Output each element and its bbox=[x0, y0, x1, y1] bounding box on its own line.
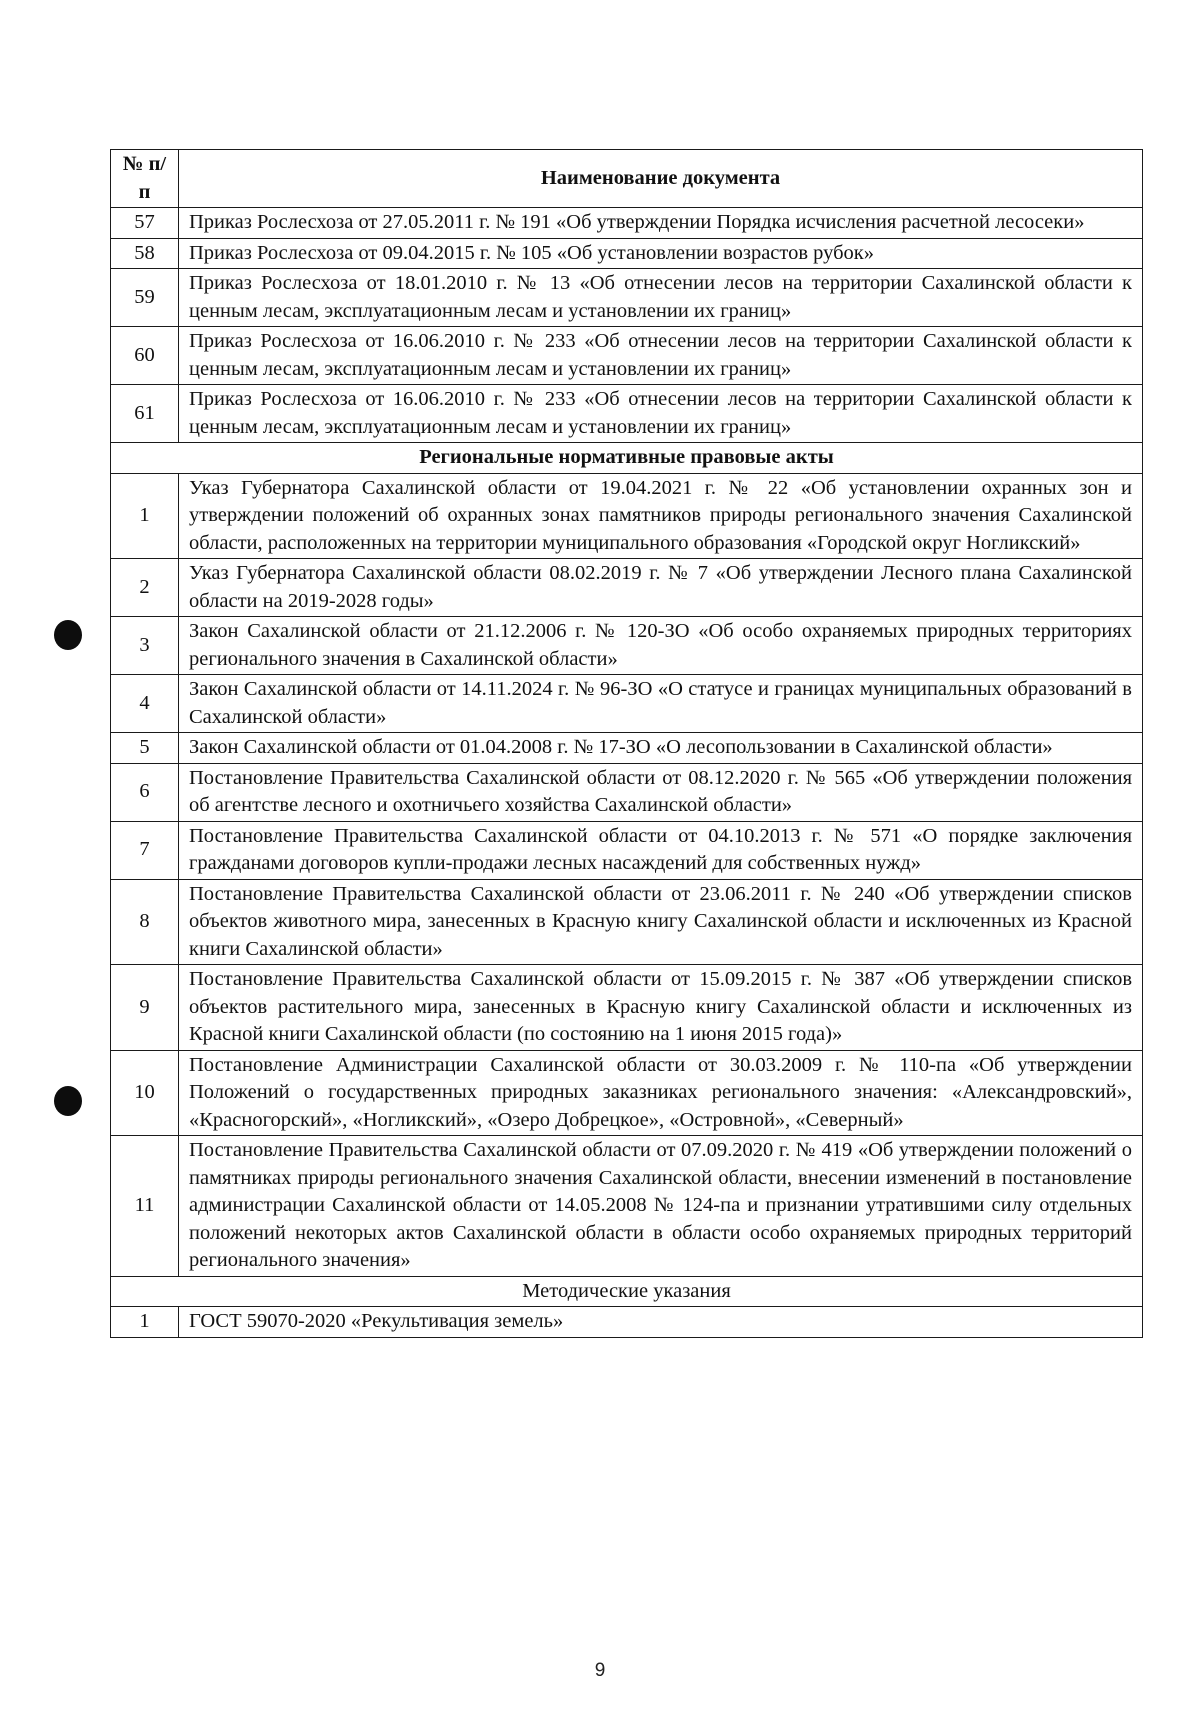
table-row bbox=[111, 879, 1143, 965]
row-num: 57 bbox=[111, 208, 179, 239]
table-row bbox=[111, 559, 1143, 617]
row-name: Постановление Правительства Сахалинской области от 23.06.2011 г. № 240 «Об утверждении списков объектов животного мира, занесенных в Красную книгу Сахалинской области и исключенных из Красной книги Сахалинской области» bbox=[179, 879, 1143, 965]
row-num: 58 bbox=[111, 238, 179, 269]
row-name: Указ Губернатора Сахалинской области от 19.04.2021 г. № 22 «Об установлении охранных зон и утверждении положений об охранных зонах памятников природы регионального значения Сахалинской области, расположенных на территории муниципального образования «Городской округ Ногликский» bbox=[179, 473, 1143, 559]
table-row bbox=[111, 763, 1143, 821]
row-num: 6 bbox=[111, 763, 179, 821]
binder-hole-mark bbox=[54, 1086, 82, 1116]
section-row bbox=[111, 443, 1143, 474]
header-num: № п/п bbox=[111, 150, 179, 208]
row-name: Постановление Правительства Сахалинской области от 15.09.2015 г. № 387 «Об утверждении списков объектов растительного мира, занесенных в Красную книгу Сахалинской области и исключенных из Красной книги Сахалинской области (по состоянию на 1 июня 2015 года)» bbox=[179, 965, 1143, 1051]
row-num: 7 bbox=[111, 821, 179, 879]
row-name: Закон Сахалинской области от 14.11.2024 г. № 96-ЗО «О статусе и границах муниципальных образований в Сахалинской области» bbox=[179, 675, 1143, 733]
row-num: 4 bbox=[111, 675, 179, 733]
row-name: Приказ Рослесхоза от 16.06.2010 г. № 233 «Об отнесении лесов на территории Сахалинской области к ценным лесам, эксплуатационным лесам и установлении их границ» bbox=[179, 385, 1143, 443]
row-num: 11 bbox=[111, 1136, 179, 1277]
row-num: 5 bbox=[111, 733, 179, 764]
row-name: Приказ Рослесхоза от 16.06.2010 г. № 233 «Об отнесении лесов на территории Сахалинской области к ценным лесам, эксплуатационным лесам и установлении их границ» bbox=[179, 327, 1143, 385]
row-name: Постановление Правительства Сахалинской области от 04.10.2013 г. № 571 «О порядке заключения гражданами договоров купли-продажи лесных насаждений для собственных нужд» bbox=[179, 821, 1143, 879]
table-row bbox=[111, 675, 1143, 733]
table-row bbox=[111, 238, 1143, 269]
row-name: Приказ Рослесхоза от 09.04.2015 г. № 105 «Об установлении возрастов рубок» bbox=[179, 238, 1143, 269]
table-row bbox=[111, 617, 1143, 675]
section-row bbox=[111, 1276, 1143, 1307]
binder-hole-mark bbox=[54, 620, 82, 650]
table-row bbox=[111, 1307, 1143, 1338]
row-name: Закон Сахалинской области от 01.04.2008 г. № 17-ЗО «О лесопользовании в Сахалинской области» bbox=[179, 733, 1143, 764]
row-name: ГОСТ 59070-2020 «Рекультивация земель» bbox=[179, 1307, 1143, 1338]
section-title-methodical: Методические указания bbox=[111, 1276, 1143, 1307]
documents-table bbox=[110, 149, 1143, 1338]
table-row bbox=[111, 733, 1143, 764]
row-num: 59 bbox=[111, 269, 179, 327]
row-name: Постановление Правительства Сахалинской области от 07.09.2020 г. № 419 «Об утверждении положений о памятниках природы регионального значения Сахалинской области, внесении изменений в постановление администрации Сахалинской области от 14.05.2008 № 124-па и признании утратившими силу отдельных положений некоторых актов Сахалинской области в области особо охраняемых природных территорий регионального значения» bbox=[179, 1136, 1143, 1277]
row-name: Закон Сахалинской области от 21.12.2006 г. № 120-ЗО «Об особо охраняемых природных территориях регионального значения в Сахалинской области» bbox=[179, 617, 1143, 675]
table-header-row bbox=[111, 150, 1143, 208]
page-number: 9 bbox=[594, 1660, 606, 1681]
table-row bbox=[111, 473, 1143, 559]
row-name: Приказ Рослесхоза от 18.01.2010 г. № 13 «Об отнесении лесов на территории Сахалинской области к ценным лесам, эксплуатационным лесам и установлении их границ» bbox=[179, 269, 1143, 327]
table-row bbox=[111, 965, 1143, 1051]
table-row bbox=[111, 1136, 1143, 1277]
row-name: Постановление Правительства Сахалинской области от 08.12.2020 г. № 565 «Об утверждении положения об агентстве лесного и охотничьего хозяйства Сахалинской области» bbox=[179, 763, 1143, 821]
header-name: Наименование документа bbox=[179, 150, 1143, 208]
row-name: Указ Губернатора Сахалинской области 08.02.2019 г. № 7 «Об утверждении Лесного плана Сахалинской области на 2019-2028 годы» bbox=[179, 559, 1143, 617]
row-num: 3 bbox=[111, 617, 179, 675]
table-row bbox=[111, 821, 1143, 879]
row-num: 2 bbox=[111, 559, 179, 617]
table-row bbox=[111, 269, 1143, 327]
section-title-regional: Региональные нормативные правовые акты bbox=[111, 443, 1143, 474]
table-row bbox=[111, 327, 1143, 385]
row-num: 9 bbox=[111, 965, 179, 1051]
row-num: 60 bbox=[111, 327, 179, 385]
row-num: 1 bbox=[111, 1307, 179, 1338]
row-num: 61 bbox=[111, 385, 179, 443]
row-num: 8 bbox=[111, 879, 179, 965]
row-num: 10 bbox=[111, 1050, 179, 1136]
row-num: 1 bbox=[111, 473, 179, 559]
row-name: Приказ Рослесхоза от 27.05.2011 г. № 191 «Об утверждении Порядка исчисления расчетной лесосеки» bbox=[179, 208, 1143, 239]
table-row bbox=[111, 385, 1143, 443]
table-row bbox=[111, 208, 1143, 239]
row-name: Постановление Администрации Сахалинской области от 30.03.2009 г. № 110-па «Об утверждении Положений о государственных природных заказниках регионального значения: «Александровский», «Красногорский», «Ногликский», «Озеро Добрецкое», «Островной», «Северный» bbox=[179, 1050, 1143, 1136]
table-row bbox=[111, 1050, 1143, 1136]
